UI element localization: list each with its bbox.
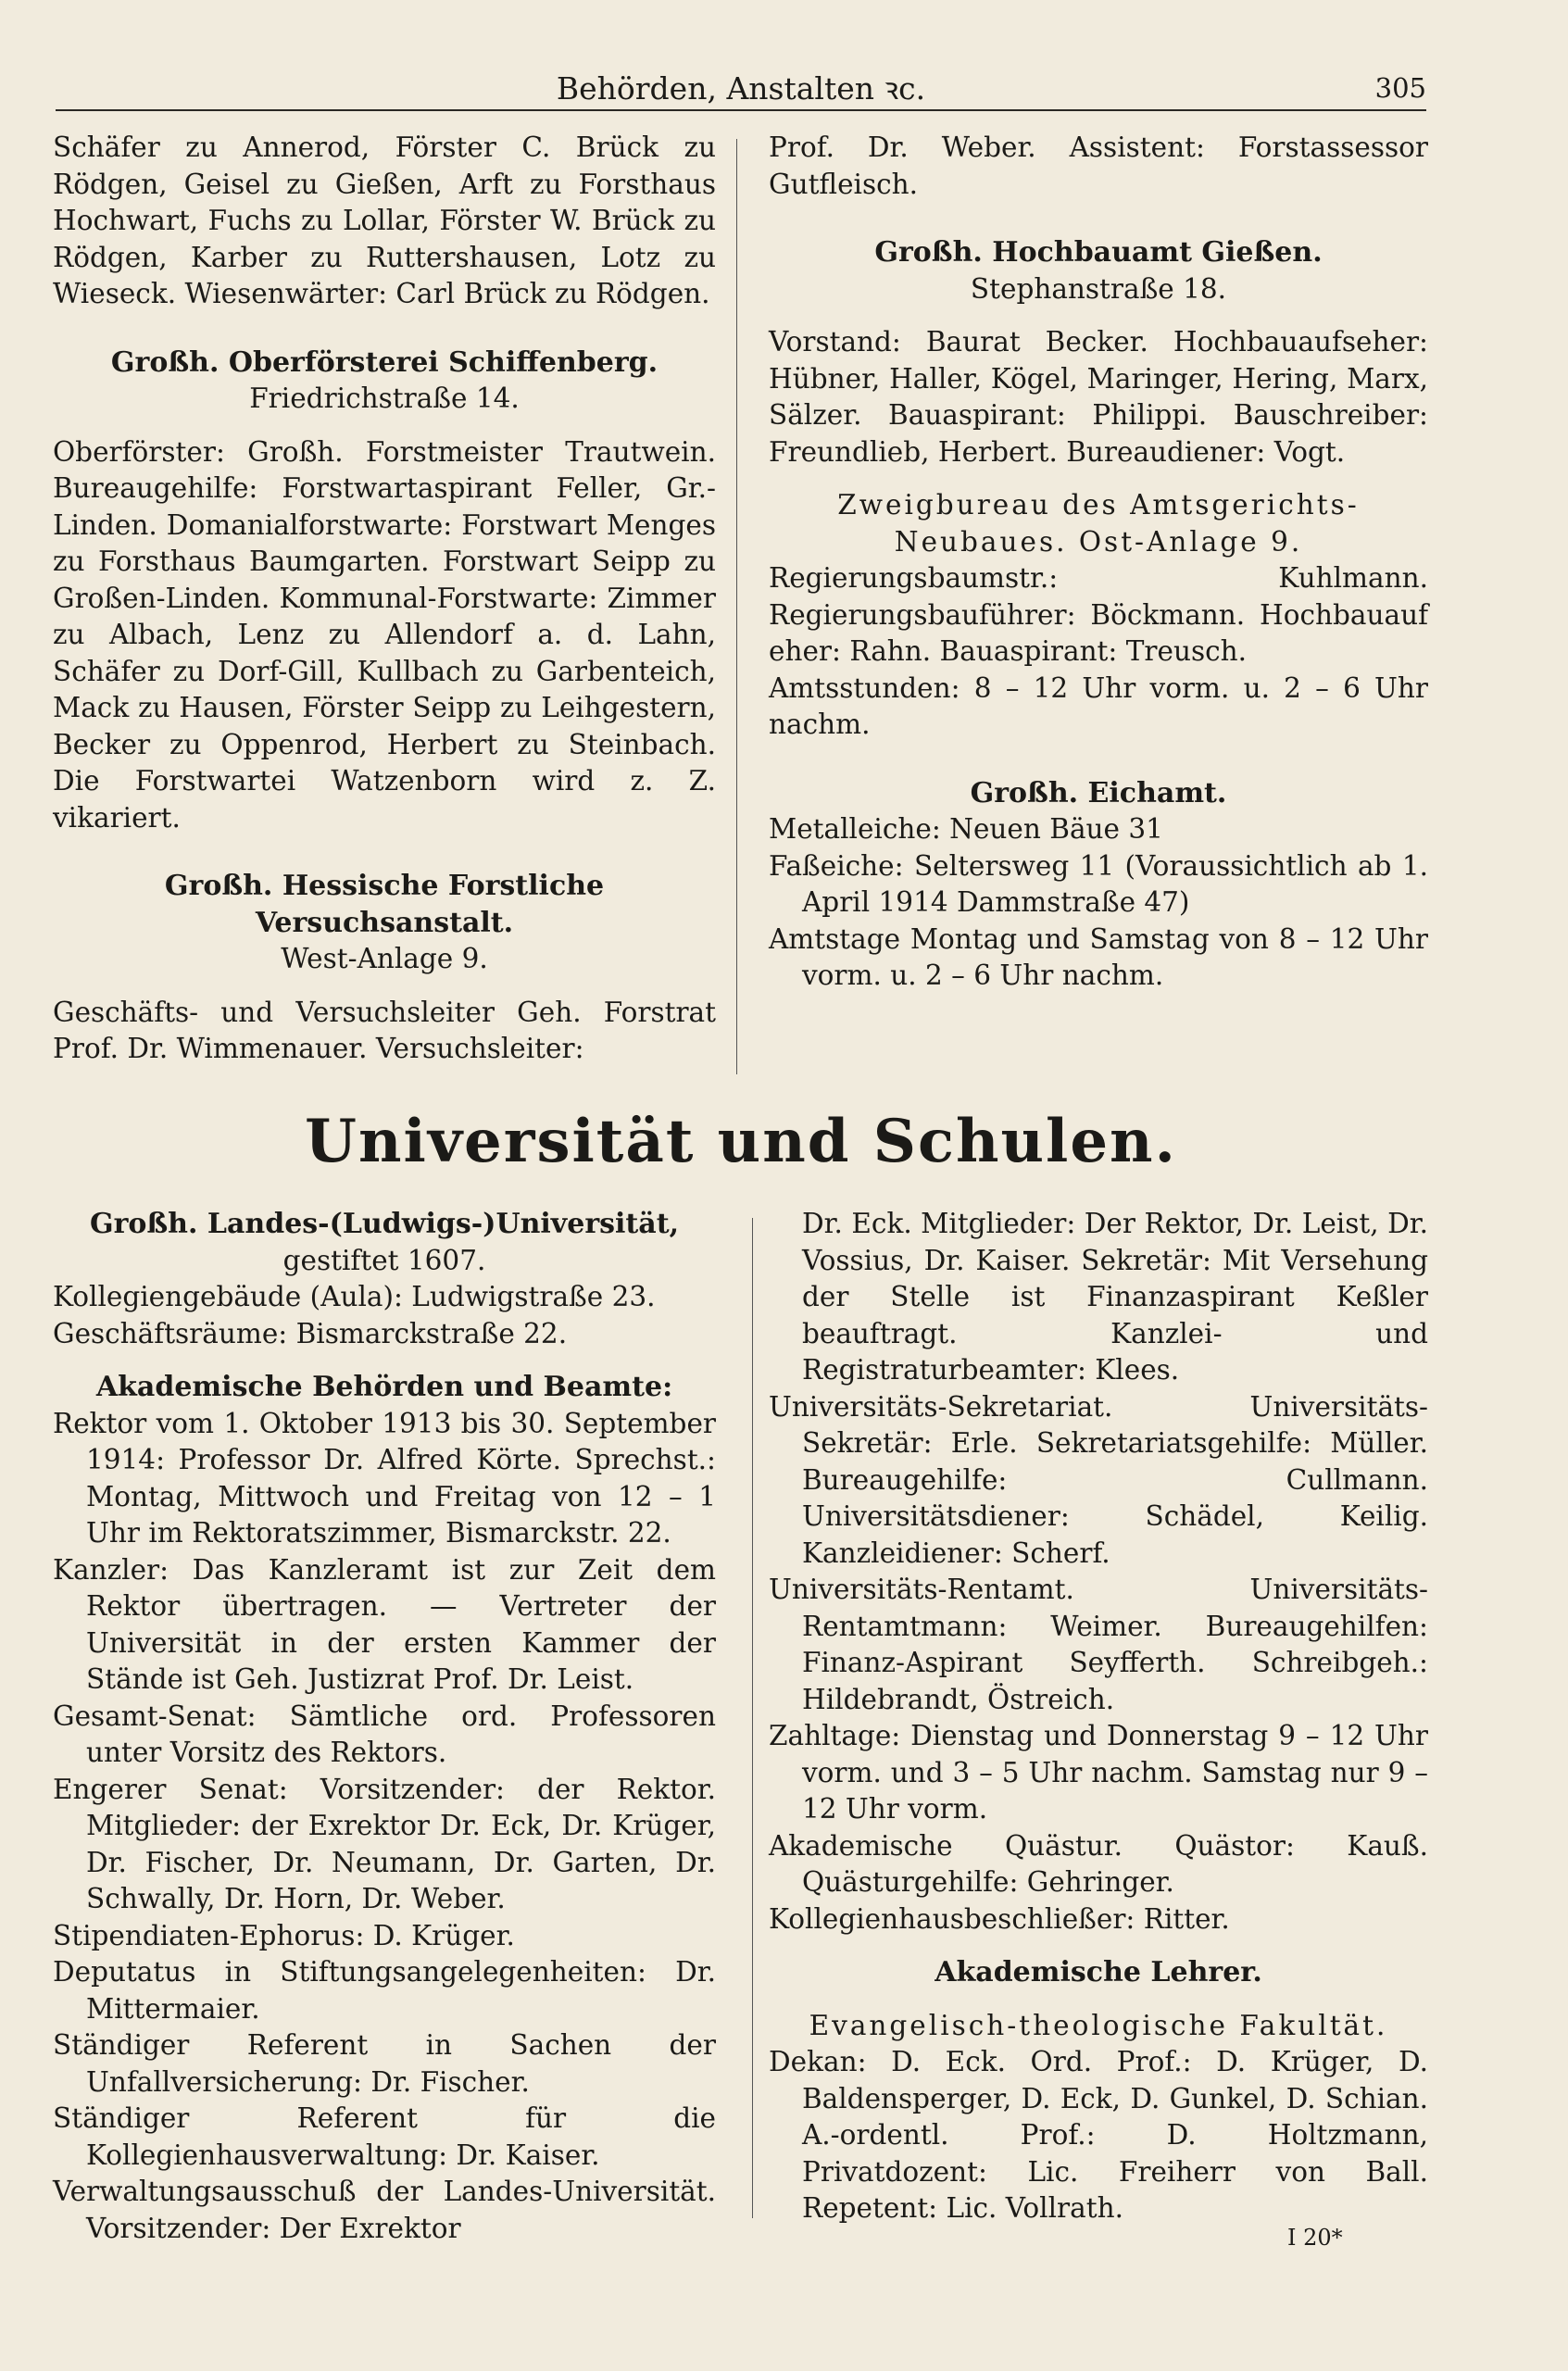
referent-kollegienhaus-entry: Ständiger Referent für die Kollegienhausverwaltung: Dr. Kaiser. (53, 2102, 716, 2171)
page-number: 305 (1374, 72, 1426, 104)
kollegienhaus-entry: Kollegienhausbeschließer: Ritter. (769, 1902, 1230, 1935)
gesamt-senat-entry: Gesamt-Senat: Sämtliche ord. Professoren unter Vorsitz des Rektors. (53, 1700, 716, 1768)
engerer-senat-entry: Engerer Senat: Vorsitzender: der Rektor. Mitglieder: der Exrektor Dr. Eck, Dr. Krüger, Dr. Fischer, Dr. Neumann, Dr. Garten, Dr. Schwally, Dr. Horn, Dr. Weber. (53, 1773, 716, 1914)
running-head (56, 63, 1426, 109)
forest-staff-continued: Schäfer zu Annerod, Förster C. Brück zu Rödgen, Geisel zu Gießen, Arft zu Forsthaus Hochwart, Fuchs zu Lollar, Förster W. Brück zu Rödgen, Karber zu Ruttershausen, Lotz zu Wieseck. Wiesenwärter: Carl Brück zu Rödgen. (53, 132, 716, 309)
hochbauamt-address: Stephanstraße 18. (970, 272, 1227, 305)
university-address-aula: Kollegiengebäude (Aula): Ludwigstraße 23. (53, 1281, 656, 1312)
signature-mark: I 20* (1287, 2225, 1343, 2251)
right-column-top (769, 130, 1428, 995)
left-column-bottom (53, 1206, 716, 2247)
column-divider-top (736, 139, 737, 1074)
eichamt-fasseiche: Faßeiche: Seltersweg 11 (Voraussichtlich ab 1. April 1914 Dammstraße 47) (769, 849, 1428, 918)
university-founded: gestiftet 1607. (282, 1244, 486, 1276)
header-rule (56, 109, 1426, 111)
left-column-top (53, 130, 716, 1068)
referent-unfall-entry: Ständiger Referent in Sachen der Unfallversicherung: Dr. Fischer. (53, 2029, 716, 2098)
section-title: Universität und Schulen. (305, 1107, 1177, 1176)
versuchsanstalt-heading: Großh. Hessische Forstliche Versuchsanstalt. (164, 870, 605, 939)
eichamt-metalleiche: Metalleiche: Neuen Bäue 31 (769, 813, 1163, 845)
column-divider-bottom (752, 1218, 753, 2218)
hochbauamt-text: Vorstand: Baurat Becker. Hochbauaufseher: Hübner, Haller, Kögel, Maringer, Hering, Marx, Sälzer. Bauaspirant: Philippi. Bauschreiber: Freundlieb, Herbert. Bureaudiener: Vogt. (769, 326, 1428, 468)
right-column-bottom (769, 1206, 1428, 2227)
university-address-office: Geschäftsräume: Bismarckstraße 22. (53, 1317, 568, 1349)
authorities-heading: Akademische Behörden und Beamte: (95, 1371, 673, 1403)
zahltage-entry: Zahltage: Dienstag und Donnerstag 9 – 12 Uhr vorm. und 3 – 5 Uhr nachm. Samstag nur 9 – 12 Uhr vorm. (769, 1720, 1428, 1825)
oberfoersterei-text: Oberförster: Großh. Forstmeister Trautwein. Bureaugehilfe: Forstwartaspirant Feller, Gr.-Linden. Domanialforstwarte: Forstwart Menges zu Forsthaus Baumgarten. Forstwart Seipp zu Großen-Linden. Kommunal-Forstwarte: Zimmer zu Albach, Lenz zu Allendorf a. d. Lahn, Schäfer zu Dorf-Gill, Kullbach zu Garbenteich, Mack zu Hausen, Förster Seipp zu Leihgestern, Becker zu Oppenrod, Herbert zu Steinbach. Die Forstwartei Watzenborn wird z. Z. vikariert. (53, 435, 716, 834)
deputatus-entry: Deputatus in Stiftungsangelegenheiten: Dr. Mittermaier. (53, 1956, 716, 2025)
university-heading: Großh. Landes-(Ludwigs-)Universität, (89, 1208, 680, 1240)
versuchsanstalt-address: West-Anlage 9. (281, 943, 488, 974)
teachers-heading: Akademische Lehrer. (935, 1956, 1262, 1988)
stipendiaten-entry: Stipendiaten-Ephorus: D. Krüger. (53, 1919, 515, 1951)
verwaltungsausschuss-continued: Dr. Eck. Mitglieder: Der Rektor, Dr. Leist, Dr. Vossius, Dr. Kaiser. Sekretär: Mit Versehung der Stelle ist Finanzaspirant Keßler beauftragt. Kanzlei- und Registraturbeamter: Klees. (802, 1208, 1428, 1386)
versuchsanstalt-continued: Prof. Dr. Weber. Assistent: Forstassessor Gutfleisch. (769, 132, 1428, 200)
zweigbureau-heading: Zweigbureau des Amtsgerichts-Neubaues. Ost-Anlage 9. (837, 489, 1360, 558)
zweigbureau-hours: Amtsstunden: 8 – 12 Uhr vorm. u. 2 – 6 Uhr nachm. (769, 671, 1428, 740)
faculty-heading: Evangelisch-theologische Fakultät. (809, 2009, 1388, 2041)
oberfoersterei-heading: Großh. Oberförsterei Schiffenberg. (110, 345, 659, 379)
quaestur-entry: Akademische Quästur. Quästor: Kauß. Quästurgehilfe: Gehringer. (769, 1829, 1428, 1898)
zweigbureau-text: Regierungsbaumstr.: Kuhlmann. Regierungsbauführer: Böckmann. Hochbauauf eher: Rahn. Bauaspirant: Treusch. (769, 562, 1428, 667)
rentamt-entry: Universitäts-Rentamt. Universitäts-Rentamtmann: Weimer. Bureaugehilfen: Finanz-Aspirant Seyfferth. Schreibgeh.: Hildebrandt, Östreich. (769, 1574, 1428, 1715)
hochbauamt-heading: Großh. Hochbauamt Gießen. (874, 236, 1323, 269)
eichamt-amtstage: Amtstage Montag und Samstag von 8 – 12 Uhr vorm. u. 2 – 6 Uhr nachm. (769, 922, 1428, 991)
versuchsanstalt-text: Geschäfts- und Versuchsleiter Geh. Forstrat Prof. Dr. Wimmenauer. Versuchsleiter: (53, 996, 716, 1064)
faculty-text: Dekan: D. Eck. Ord. Prof.: D. Krüger, D. Baldensperger, D. Eck, D. Gunkel, D. Schian. A.-ordentl. Prof.: D. Holtzmann, Privatdozent: Lic. Freiherr von Ball. Repetent: Lic. Vollrath. (769, 2046, 1428, 2224)
kanzler-entry: Kanzler: Das Kanzleramt ist zur Zeit dem Rektor übertragen. — Vertreter der Universität in der ersten Kammer der Stände ist Geh. Justizrat Prof. Dr. Leist. (53, 1553, 716, 1695)
oberfoersterei-address: Friedrichstraße 14. (249, 383, 520, 414)
running-title: Behörden, Anstalten ꝛc. (556, 70, 926, 107)
eichamt-heading: Großh. Eichamt. (970, 776, 1227, 809)
rektor-entry: Rektor vom 1. Oktober 1913 bis 30. September 1914: Professor Dr. Alfred Körte. Sprechst.: Montag, Mittwoch und Freitag von 12 – 1 Uhr im Rektoratszimmer, Bismarckstr. 22. (53, 1407, 716, 1549)
verwaltungsausschuss-entry: Verwaltungsausschuß der Landes-Universität. Vorsitzender: Der Exrektor (53, 2176, 716, 2244)
sekretariat-entry: Universitäts-Sekretariat. Universitäts-Sekretär: Erle. Sekretariatsgehilfe: Müller. Bureaugehilfe: Cullmann. Universitätsdiener: Schädel, Keilig. Kanzleidiener: Scherf. (769, 1390, 1428, 1569)
